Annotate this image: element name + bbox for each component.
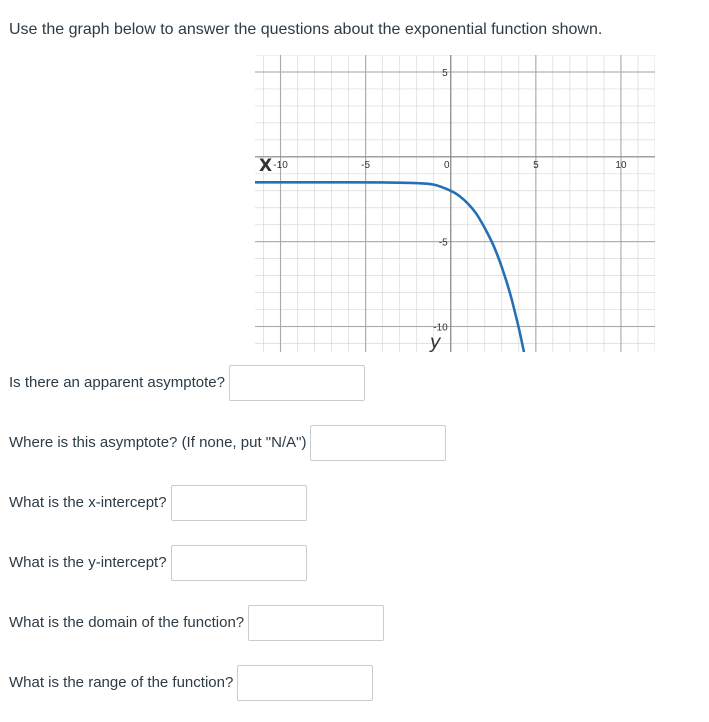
exponential-graph [255, 55, 655, 352]
domain-input[interactable] [248, 605, 384, 641]
asymptote-location-input[interactable] [310, 425, 446, 461]
x-tick-label: 5 [533, 159, 539, 171]
x-tick-label: 10 [615, 159, 627, 171]
question-label: Where is this asymptote? (If none, put "N/A") [9, 434, 307, 451]
question-label: What is the x-intercept? [9, 494, 167, 511]
y-tick-label: 5 [442, 67, 448, 79]
question-label: What is the y-intercept? [9, 554, 167, 571]
question-y-intercept [9, 544, 307, 582]
range-input[interactable] [237, 665, 373, 701]
question-range [9, 664, 373, 702]
question-label: Is there an apparent asymptote? [9, 374, 225, 391]
y-tick-label: -5 [438, 237, 448, 249]
x-tick-label: -5 [361, 159, 371, 171]
y-axis-name: y [429, 331, 441, 352]
question-label: What is the range of the function? [9, 674, 234, 691]
x-tick-label: -10 [273, 159, 288, 171]
instructions-text: Use the graph below to answer the questions about the exponential function shown. [9, 21, 603, 38]
question-asymptote-exists [9, 364, 365, 402]
question-label: What is the domain of the function? [9, 614, 245, 631]
graph-svg [255, 55, 655, 352]
question-x-intercept [9, 484, 307, 522]
y-intercept-input[interactable] [171, 545, 307, 581]
y-tick-label: -10 [433, 322, 448, 334]
x-tick-label: 0 [443, 159, 450, 171]
asymptote-exists-input[interactable] [229, 365, 365, 401]
question-asymptote-location [9, 424, 446, 462]
x-axis-name: X [259, 155, 273, 176]
x-intercept-input[interactable] [171, 485, 307, 521]
question-domain [9, 604, 384, 642]
